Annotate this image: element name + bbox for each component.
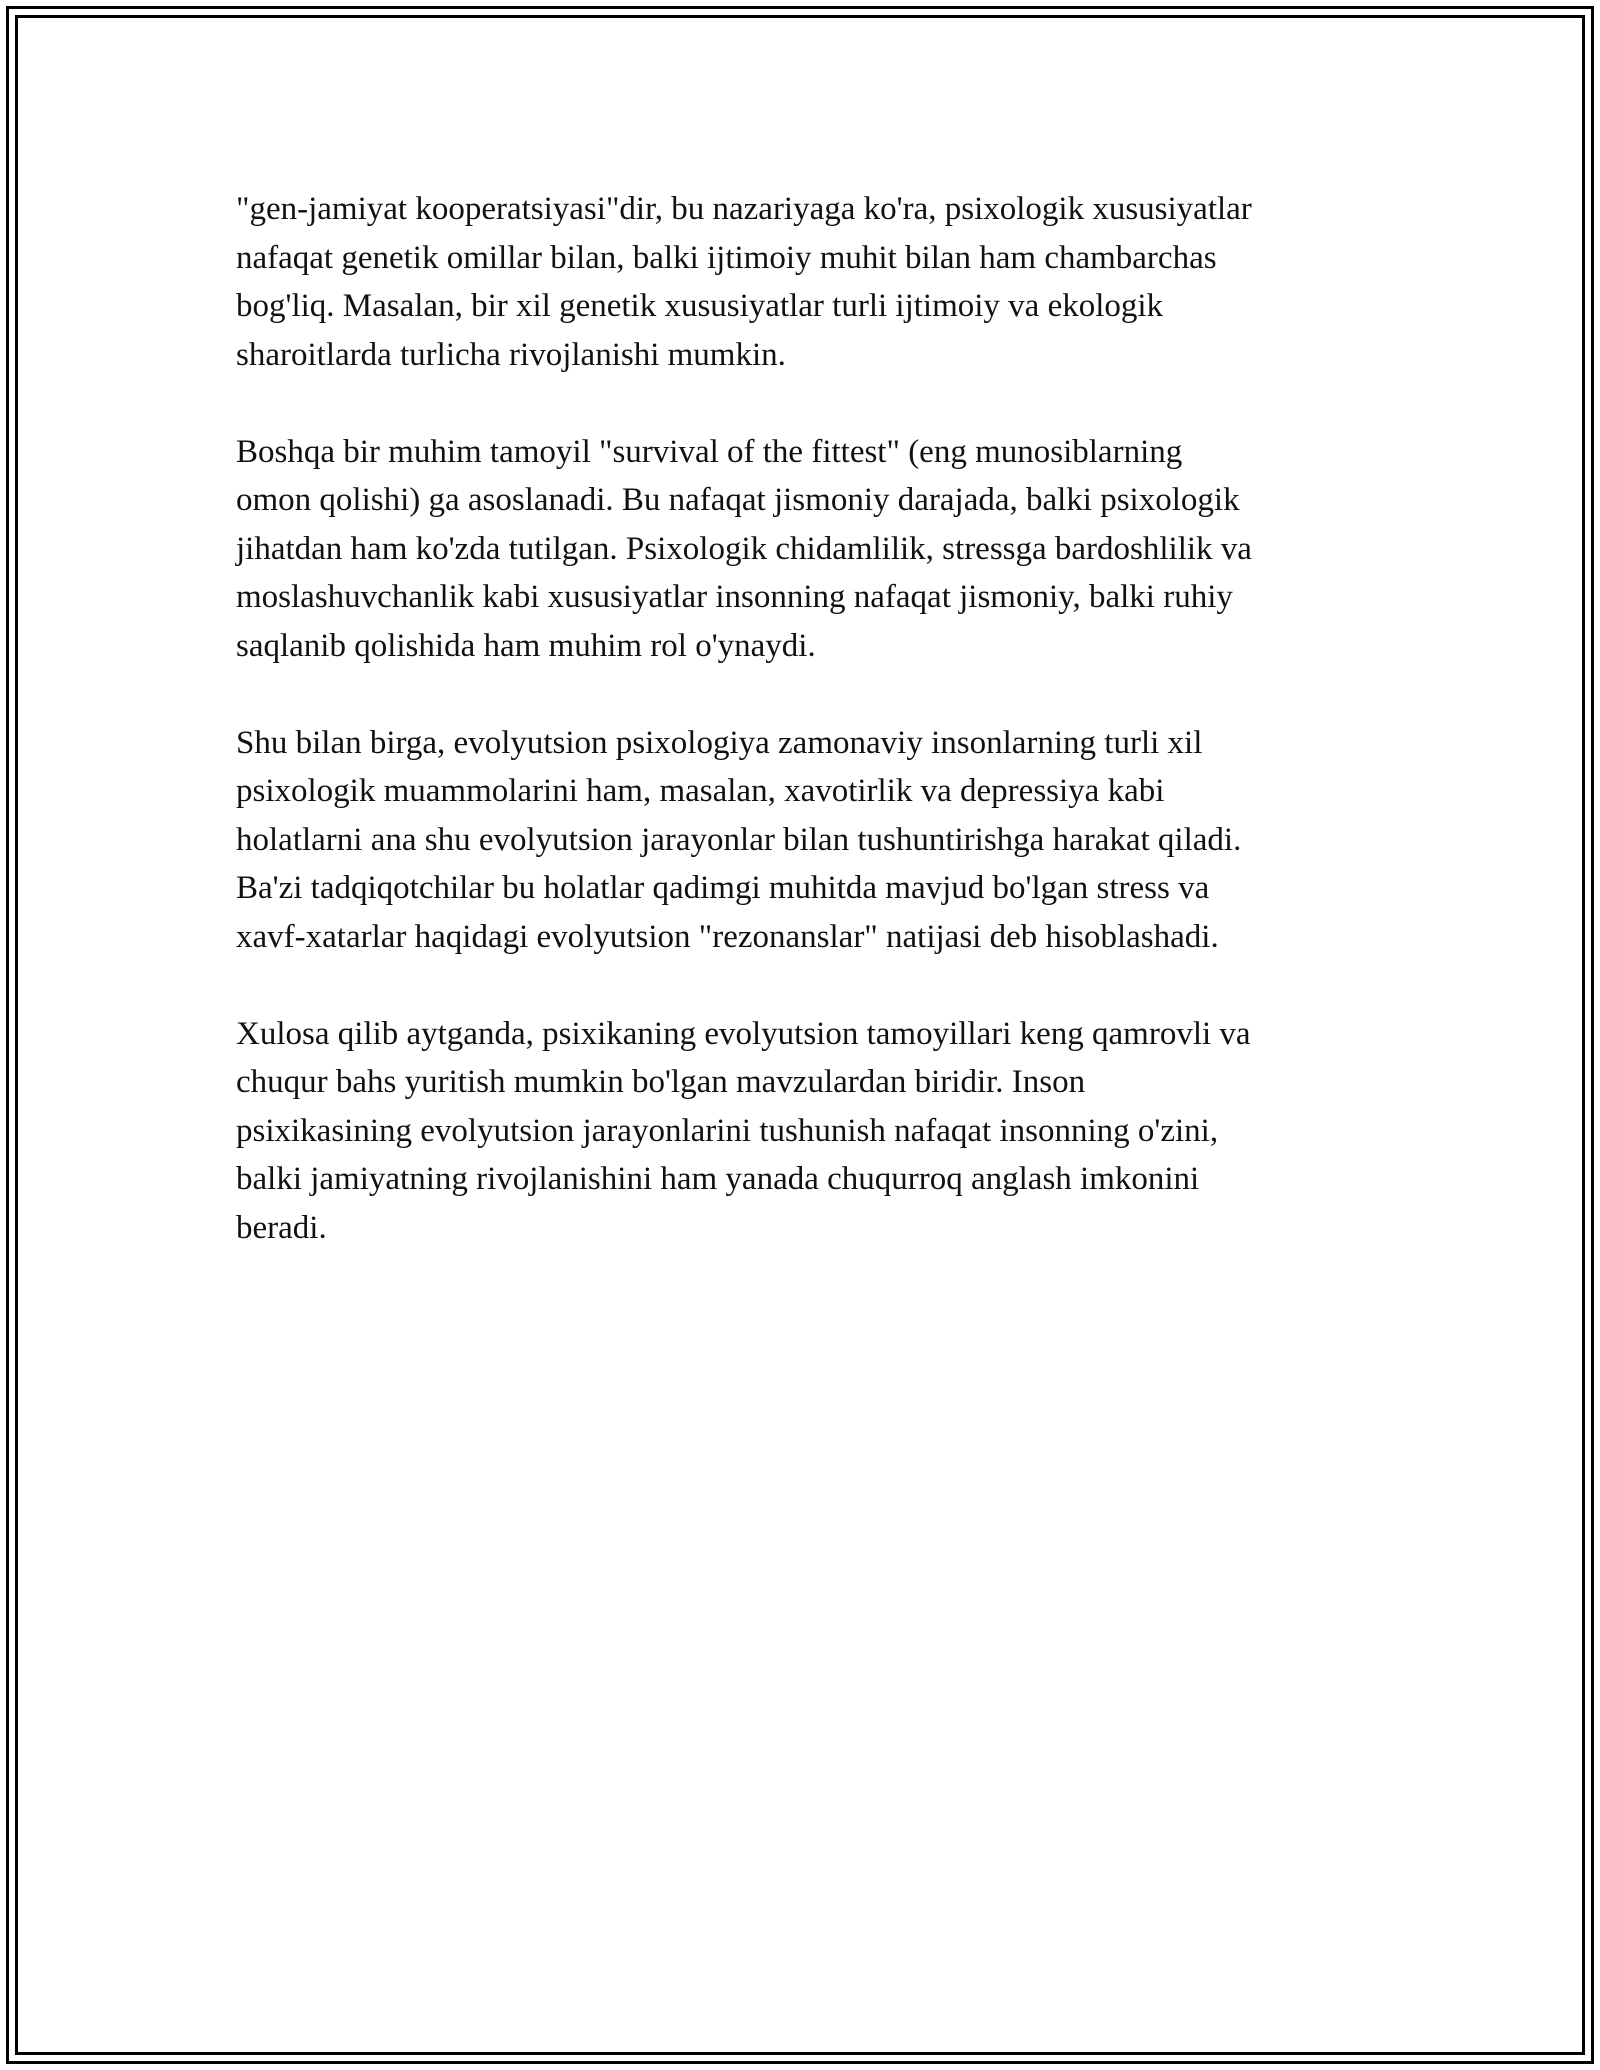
paragraph-1 bbox=[236, 185, 1386, 379]
text-line: moslashuvchanlik kabi xususiyatlar insonning nafaqat jismoniy, balki ruhiy bbox=[236, 579, 1233, 615]
text-line: Xulosa qilib aytganda, psixikaning evolyutsion tamoyillari keng qamrovli va bbox=[236, 1015, 1251, 1052]
text-line: holatlarni ana shu evolyutsion jarayonlar bilan tushuntirishga harakat qiladi. bbox=[236, 821, 1242, 858]
text-line: saqlanib qolishida ham muhim rol o'ynaydi. bbox=[236, 627, 816, 664]
paragraph-2 bbox=[236, 428, 1386, 671]
text-line: chuqur bahs yuritish mumkin bo'lgan mavzulardan biridir. Inson bbox=[236, 1064, 1086, 1100]
text-line: Ba'zi tadqiqotchilar bu holatlar qadimgi muhitda mavjud bo'lgan stress va bbox=[236, 870, 1210, 906]
text-line: Boshqa bir muhim tamoyil "survival of the fittest" (eng munosiblarning bbox=[236, 433, 1183, 470]
document-body bbox=[236, 185, 1386, 1301]
text-line: "gen-jamiyat kooperatsiyasi"dir, bu nazariyaga ko'ra, psixologik xususiyatlar bbox=[236, 191, 1252, 227]
text-line: Shu bilan birga, evolyutsion psixologiya zamonaviy insonlarning turli xil bbox=[236, 724, 1203, 761]
text-line: sharoitlarda turlicha rivojlanishi mumkin. bbox=[236, 336, 786, 373]
text-line: jihatdan ham ko'zda tutilgan. Psixologik chidamlilik, stressga bardoshlilik va bbox=[236, 530, 1252, 567]
paragraph-4 bbox=[236, 1010, 1386, 1253]
text-line: beradi. bbox=[236, 1209, 327, 1246]
paragraph-3 bbox=[236, 719, 1386, 962]
text-line: omon qolishi) ga asoslanadi. Bu nafaqat jismoniy darajada, balki psixologik bbox=[236, 482, 1240, 518]
text-line: psixologik muammolarini ham, masalan, xavotirlik va depressiya kabi bbox=[236, 773, 1165, 809]
text-line: xavf-xatarlar haqidagi evolyutsion "rezonanslar" natijasi deb hisoblashadi. bbox=[236, 918, 1219, 955]
text-line: psixikasining evolyutsion jarayonlarini tushunish nafaqat insonning o'zini, bbox=[236, 1112, 1219, 1149]
text-line: nafaqat genetik omillar bilan, balki ijtimoiy muhit bilan ham chambarchas bbox=[236, 239, 1217, 276]
text-line: balki jamiyatning rivojlanishini ham yanada chuqurroq anglash imkonini bbox=[236, 1161, 1200, 1197]
text-line: bog'liq. Masalan, bir xil genetik xususiyatlar turli ijtimoiy va ekologik bbox=[236, 288, 1164, 324]
